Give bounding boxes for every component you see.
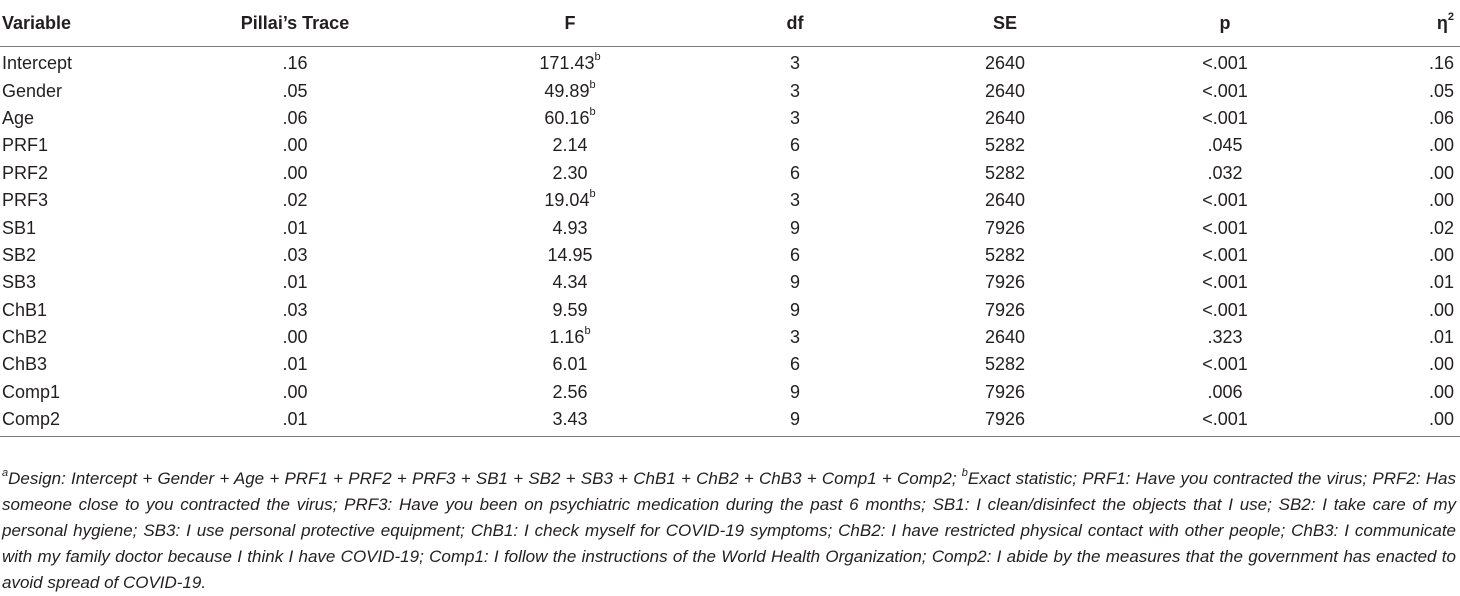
cell-se-value: 5282 [984, 354, 1026, 375]
cell-f-value: 6.01 [552, 354, 588, 375]
cell-p-value: <.001 [1202, 272, 1248, 293]
cell-variable-value: SB1 [2, 217, 37, 238]
cell-pillai-trace [140, 214, 450, 241]
cell-variable [0, 406, 140, 437]
cell-f [450, 351, 690, 378]
cell-se [900, 324, 1110, 351]
cell-se [900, 214, 1110, 241]
cell-pillai-trace [140, 105, 450, 132]
cell-pillai-trace-value: .01 [282, 409, 308, 430]
cell-p [1110, 187, 1340, 214]
cell-eta-squared-value: .00 [1428, 299, 1454, 320]
cell-df [690, 160, 900, 187]
cell-eta-squared [1340, 379, 1460, 406]
cell-df-value: 6 [789, 135, 800, 156]
cell-p-value: <.001 [1202, 107, 1248, 128]
cell-pillai-trace-value: .06 [282, 107, 308, 128]
cell-f-value: 171.43 [539, 53, 595, 74]
cell-pillai-trace-value: .00 [282, 327, 308, 348]
cell-se-value: 2640 [984, 80, 1026, 101]
cell-variable-value: PRF1 [2, 135, 49, 156]
cell-se [900, 47, 1110, 78]
cell-f [450, 406, 690, 437]
cell-se [900, 160, 1110, 187]
cell-pillai-trace-value: .00 [282, 381, 308, 402]
cell-variable [0, 324, 140, 351]
cell-variable [0, 132, 140, 159]
footnote-b-marker: b [961, 467, 968, 480]
cell-df-value: 9 [789, 272, 800, 293]
cell-variable [0, 242, 140, 269]
cell-p [1110, 297, 1340, 324]
cell-eta-squared-value: .01 [1428, 327, 1454, 348]
cell-p [1110, 406, 1340, 437]
table-row [0, 269, 1460, 296]
cell-f-value: 1.16 [549, 327, 585, 348]
exact-statistic-marker: b [589, 105, 596, 118]
cell-df [690, 269, 900, 296]
cell-variable-value: SB2 [2, 244, 37, 265]
cell-eta-squared [1340, 47, 1460, 78]
cell-eta-squared-value: .00 [1428, 135, 1454, 156]
cell-df [690, 187, 900, 214]
cell-eta-squared-value: .00 [1428, 190, 1454, 211]
cell-pillai-trace-value: .01 [282, 272, 308, 293]
footnote-a-text: Design: Intercept + Gender + Age + PRF1 + PRF2 + PRF3 + SB1 + SB2 + SB3 + ChB1 + ChB2 + ChB3 + Comp1 + Comp2; [8, 469, 962, 488]
cell-eta-squared [1340, 187, 1460, 214]
table-row [0, 351, 1460, 378]
header-pillai-trace: Pillai’s Trace [140, 0, 450, 47]
footnote-b-text: Exact statistic; PRF1: Have you contracted the virus; PRF2: Has someone close to you contracted the virus; PRF3: Have you been on psychiatric medication during the past 6 months; SB1: I clean/disinfect the objects that I use; SB2: I take care of my personal hygiene; SB3: I use personal protective equipment; ChB1: I check myself for COVID-19 symptoms; ChB2: I have restricted physical contact with other people; ChB3: I communicate with my family doctor because I think I have COVID-19; Comp1: I follow the instructions of the World Health Organization; Comp2: I abide by the measures that the government has enacted to avoid spread of COVID-19. [2, 469, 1456, 592]
table-header-row [0, 0, 1460, 47]
cell-f-value: 2.56 [552, 381, 588, 402]
cell-eta-squared [1340, 324, 1460, 351]
cell-p [1110, 214, 1340, 241]
cell-f-value: 9.59 [552, 299, 588, 320]
cell-eta-squared [1340, 269, 1460, 296]
table-row [0, 379, 1460, 406]
table-footnotes [2, 466, 1456, 596]
cell-eta-squared-value: .06 [1428, 107, 1454, 128]
cell-variable [0, 160, 140, 187]
table-row [0, 77, 1460, 104]
cell-se-value: 7926 [984, 299, 1026, 320]
cell-se [900, 132, 1110, 159]
cell-se-value: 7926 [984, 381, 1026, 402]
cell-se [900, 379, 1110, 406]
cell-f [450, 324, 690, 351]
cell-eta-squared-value: .00 [1428, 381, 1454, 402]
cell-se-value: 7926 [984, 217, 1026, 238]
cell-pillai-trace [140, 160, 450, 187]
cell-pillai-trace-value: .05 [282, 80, 308, 101]
cell-df-value: 6 [789, 354, 800, 375]
cell-eta-squared [1340, 160, 1460, 187]
cell-eta-squared-value: .00 [1428, 162, 1454, 183]
cell-pillai-trace [140, 351, 450, 378]
cell-variable [0, 187, 140, 214]
cell-df-value: 6 [789, 244, 800, 265]
cell-variable-value: ChB3 [2, 354, 48, 375]
cell-f-value: 19.04 [544, 190, 590, 211]
cell-f-value: 3.43 [552, 409, 588, 430]
cell-variable-value: PRF2 [2, 162, 49, 183]
cell-f-value: 2.14 [552, 135, 588, 156]
cell-f-value: 49.89 [544, 80, 590, 101]
cell-p [1110, 351, 1340, 378]
cell-p-value: .006 [1207, 381, 1243, 402]
cell-se [900, 105, 1110, 132]
cell-pillai-trace-value: .03 [282, 244, 308, 265]
cell-pillai-trace [140, 77, 450, 104]
exact-statistic-marker: b [584, 325, 591, 338]
cell-eta-squared [1340, 242, 1460, 269]
cell-df-value: 9 [789, 217, 800, 238]
cell-pillai-trace [140, 379, 450, 406]
cell-f [450, 297, 690, 324]
cell-eta-squared-value: .00 [1428, 354, 1454, 375]
cell-pillai-trace [140, 324, 450, 351]
table-row [0, 187, 1460, 214]
cell-f [450, 105, 690, 132]
cell-df-value: 6 [789, 162, 800, 183]
cell-df [690, 406, 900, 437]
cell-pillai-trace [140, 242, 450, 269]
cell-se-value: 2640 [984, 327, 1026, 348]
table-row [0, 242, 1460, 269]
table-row [0, 324, 1460, 351]
cell-se-value: 5282 [984, 135, 1026, 156]
exact-statistic-marker: b [589, 78, 596, 91]
cell-variable [0, 269, 140, 296]
cell-pillai-trace [140, 47, 450, 78]
exact-statistic-marker: b [594, 51, 601, 64]
cell-se-value: 2640 [984, 107, 1026, 128]
cell-f [450, 187, 690, 214]
cell-pillai-trace-value: .16 [282, 53, 308, 74]
header-variable: Variable [0, 0, 140, 47]
cell-se [900, 77, 1110, 104]
cell-f [450, 160, 690, 187]
cell-p-value: <.001 [1202, 409, 1248, 430]
cell-p-value: <.001 [1202, 299, 1248, 320]
cell-f-value: 14.95 [547, 244, 593, 265]
cell-p-value: <.001 [1202, 80, 1248, 101]
cell-variable-value: Comp1 [2, 381, 61, 402]
table-row [0, 297, 1460, 324]
cell-se [900, 269, 1110, 296]
cell-variable-value: PRF3 [2, 190, 49, 211]
cell-eta-squared-value: .02 [1428, 217, 1454, 238]
header-f: F [450, 0, 690, 47]
cell-p-value: <.001 [1202, 354, 1248, 375]
header-se: SE [900, 0, 1110, 47]
cell-p [1110, 47, 1340, 78]
cell-pillai-trace [140, 187, 450, 214]
cell-variable [0, 214, 140, 241]
cell-variable-value: ChB1 [2, 299, 48, 320]
cell-df [690, 379, 900, 406]
cell-eta-squared [1340, 351, 1460, 378]
cell-variable-value: Gender [2, 80, 63, 101]
cell-eta-squared-value: .05 [1428, 80, 1454, 101]
cell-pillai-trace [140, 297, 450, 324]
cell-f-value: 4.34 [552, 272, 588, 293]
cell-variable [0, 379, 140, 406]
cell-eta-squared-value: .00 [1428, 244, 1454, 265]
header-eta-symbol: η [1436, 12, 1448, 33]
cell-se [900, 187, 1110, 214]
header-eta-squared [1340, 0, 1460, 47]
cell-f-value: 60.16 [544, 107, 590, 128]
cell-f [450, 47, 690, 78]
cell-df-value: 3 [789, 107, 800, 128]
table-row [0, 132, 1460, 159]
cell-eta-squared [1340, 105, 1460, 132]
cell-variable-value: Age [2, 107, 35, 128]
cell-df [690, 132, 900, 159]
table-row [0, 214, 1460, 241]
cell-eta-squared [1340, 214, 1460, 241]
cell-f-value: 4.93 [552, 217, 588, 238]
cell-p [1110, 379, 1340, 406]
cell-se-value: 5282 [984, 244, 1026, 265]
cell-p-value: <.001 [1202, 190, 1248, 211]
cell-f [450, 269, 690, 296]
cell-p-value: .323 [1207, 327, 1243, 348]
cell-variable-value: Comp2 [2, 409, 61, 430]
cell-pillai-trace-value: .01 [282, 354, 308, 375]
cell-f [450, 214, 690, 241]
cell-df [690, 47, 900, 78]
cell-se [900, 406, 1110, 437]
cell-se [900, 242, 1110, 269]
cell-se-value: 7926 [984, 409, 1026, 430]
header-eta-superscript: 2 [1447, 10, 1454, 23]
footnote-a-marker: a [2, 467, 9, 480]
cell-df-value: 9 [789, 381, 800, 402]
table-row [0, 105, 1460, 132]
table-row [0, 160, 1460, 187]
cell-pillai-trace [140, 269, 450, 296]
cell-p [1110, 132, 1340, 159]
cell-variable [0, 297, 140, 324]
cell-p-value: .032 [1207, 162, 1243, 183]
cell-f [450, 132, 690, 159]
cell-eta-squared-value: .00 [1428, 409, 1454, 430]
cell-p [1110, 77, 1340, 104]
cell-p [1110, 160, 1340, 187]
cell-f [450, 77, 690, 104]
cell-eta-squared [1340, 406, 1460, 437]
cell-df-value: 3 [789, 190, 800, 211]
cell-df [690, 351, 900, 378]
cell-p-value: <.001 [1202, 244, 1248, 265]
table-body [0, 47, 1460, 437]
cell-df [690, 242, 900, 269]
cell-eta-squared [1340, 132, 1460, 159]
header-df: df [690, 0, 900, 47]
cell-f-value: 2.30 [552, 162, 588, 183]
cell-variable [0, 77, 140, 104]
cell-df-value: 9 [789, 409, 800, 430]
cell-df [690, 297, 900, 324]
cell-p-value: <.001 [1202, 217, 1248, 238]
cell-se-value: 5282 [984, 162, 1026, 183]
cell-p [1110, 269, 1340, 296]
cell-variable-value: Intercept [2, 53, 73, 74]
cell-variable [0, 47, 140, 78]
header-p: p [1110, 0, 1340, 47]
cell-variable [0, 351, 140, 378]
cell-eta-squared [1340, 77, 1460, 104]
cell-pillai-trace [140, 132, 450, 159]
cell-eta-squared-value: .16 [1428, 53, 1454, 74]
cell-df [690, 324, 900, 351]
cell-pillai-trace-value: .00 [282, 135, 308, 156]
cell-se-value: 2640 [984, 53, 1026, 74]
cell-se-value: 2640 [984, 190, 1026, 211]
cell-pillai-trace [140, 406, 450, 437]
cell-pillai-trace-value: .02 [282, 190, 308, 211]
cell-se [900, 297, 1110, 324]
cell-pillai-trace-value: .03 [282, 299, 308, 320]
cell-f [450, 379, 690, 406]
cell-p [1110, 105, 1340, 132]
cell-df-value: 3 [789, 80, 800, 101]
cell-pillai-trace-value: .00 [282, 162, 308, 183]
cell-se [900, 351, 1110, 378]
cell-variable-value: SB3 [2, 272, 37, 293]
exact-statistic-marker: b [589, 188, 596, 201]
cell-variable [0, 105, 140, 132]
cell-df-value: 3 [789, 327, 800, 348]
table-row [0, 406, 1460, 437]
cell-df [690, 105, 900, 132]
cell-f [450, 242, 690, 269]
cell-p-value: .045 [1207, 135, 1243, 156]
cell-p-value: <.001 [1202, 53, 1248, 74]
table-row [0, 47, 1460, 78]
cell-eta-squared [1340, 297, 1460, 324]
cell-se-value: 7926 [984, 272, 1026, 293]
cell-df-value: 9 [789, 299, 800, 320]
cell-df [690, 214, 900, 241]
cell-p [1110, 324, 1340, 351]
cell-p [1110, 242, 1340, 269]
cell-df-value: 3 [789, 53, 800, 74]
cell-eta-squared-value: .01 [1428, 272, 1454, 293]
cell-pillai-trace-value: .01 [282, 217, 308, 238]
cell-variable-value: ChB2 [2, 327, 48, 348]
cell-df [690, 77, 900, 104]
